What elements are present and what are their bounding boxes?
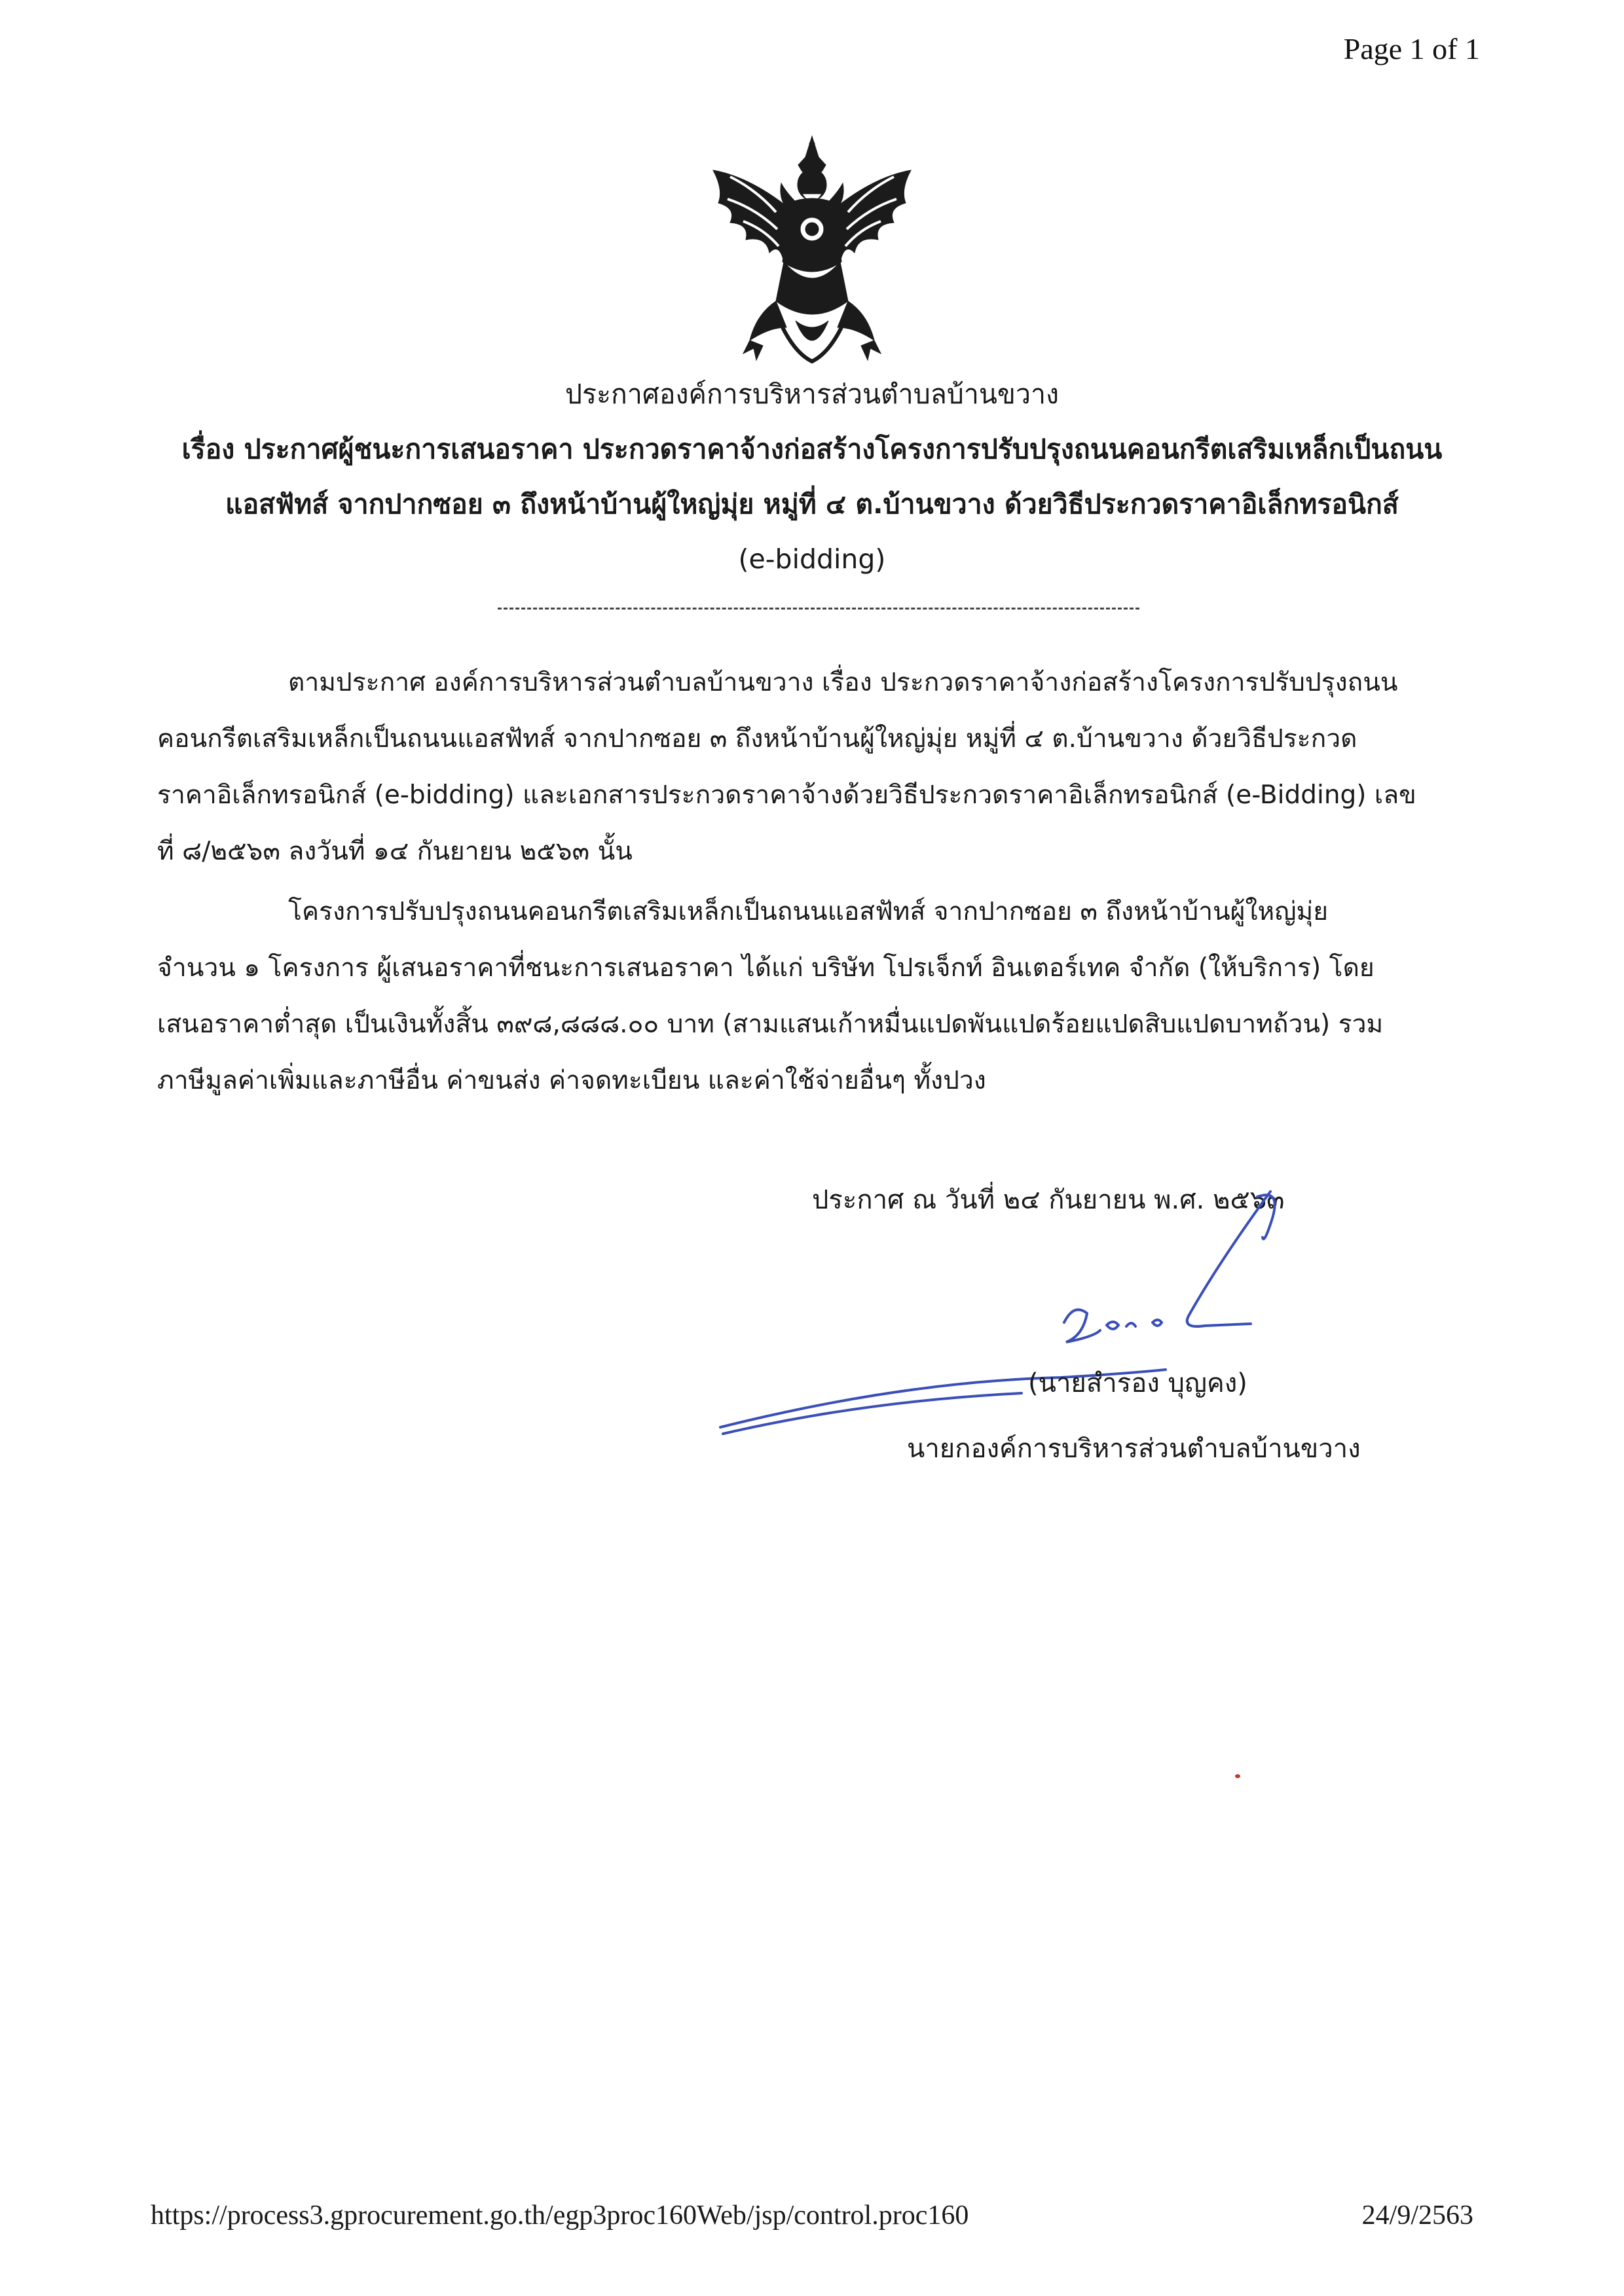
scan-speck bbox=[1235, 1774, 1240, 1778]
footer-url: https://process3.gprocurement.go.th/egp3proc160Web/jsp/control.proc160 bbox=[151, 2200, 969, 2231]
paragraph-1-line: คอนกรีตเสริมเหล็กเป็นถนนแอสฟัทส์ จากปากซอย ๓ ถึงหน้าบ้านผู้ใหญ่มุ่ย หมู่ที่ ๔ ต.บ้านขวาง ด้วยวิธีประกวด bbox=[157, 724, 1357, 754]
paragraph-2-line: เสนอราคาต่ำสุด เป็นเงินทั้งสิ้น ๓๙๘,๘๘๘.๐๐ บาท (สามแสนเก้าหมื่นแปดพันแปดร้อยแปดสิบแปดบาทถ้วน) รวม bbox=[157, 1010, 1384, 1039]
page-counter: Page 1 of 1 bbox=[1343, 32, 1480, 65]
paragraph-1 bbox=[157, 655, 1493, 880]
signer-position: นายกองค์การบริหารส่วนตำบลบ้านขวาง bbox=[907, 1434, 1361, 1464]
garuda-emblem-icon bbox=[704, 131, 920, 367]
paragraph-1-line: ราคาอิเล็กทรอนิกส์ (e-bidding) และเอกสารประกวดราคาจ้างด้วยวิธีประกวดราคาอิเล็กทรอนิกส์ (e-Bidding) เลข bbox=[157, 780, 1416, 810]
subject-line-2: แอสฟัทส์ จากปากซอย ๓ ถึงหน้าบ้านผู้ใหญ่มุ่ย หมู่ที่ ๔ ต.บ้านขวาง ด้วยวิธีประกวดราคาอิเล็กทรอนิกส์ bbox=[225, 488, 1399, 520]
subject-line-1: เรื่อง ประกาศผู้ชนะการเสนอราคา ประกวดราคาจ้างก่อสร้างโครงการปรับปรุงถนนคอนกรีตเสริมเหล็กเป็นถนน bbox=[181, 433, 1443, 465]
organization-heading: ประกาศองค์การบริหารส่วนตำบลบ้านขวาง bbox=[564, 378, 1060, 410]
paragraph-2-line: โครงการปรับปรุงถนนคอนกรีตเสริมเหล็กเป็นถนนแอสฟัทส์ จากปากซอย ๓ ถึงหน้าบ้านผู้ใหญ่มุ่ย bbox=[288, 897, 1329, 926]
signer-name: (นายสำรอง บุญคง) bbox=[1028, 1368, 1247, 1398]
announcement-date: ประกาศ ณ วันที่ ๒๔ กันยายน พ.ศ. ๒๕๖๓ bbox=[812, 1185, 1285, 1215]
heading-separator bbox=[498, 608, 1139, 610]
paragraph-1-line: ตามประกาศ องค์การบริหารส่วนตำบลบ้านขวาง เรื่อง ประกวดราคาจ้างก่อสร้างโครงการปรับปรุงถนน bbox=[288, 668, 1398, 697]
paragraph-1-line: ที่ ๘/๒๕๖๓ ลงวันที่ ๑๔ กันยายน ๒๕๖๓ นั้น bbox=[157, 837, 633, 866]
footer-date: 24/9/2563 bbox=[1361, 2200, 1473, 2231]
paragraph-2 bbox=[157, 884, 1493, 1109]
paragraph-2-line: ภาษีมูลค่าเพิ่มและภาษีอื่น ค่าขนส่ง ค่าจดทะเบียน และค่าใช้จ่ายอื่นๆ ทั้งปวง bbox=[157, 1066, 986, 1095]
title-block bbox=[144, 367, 1480, 587]
subject-line-3: (e-bidding) bbox=[738, 543, 886, 575]
paragraph-2-line: จำนวน ๑ โครงการ ผู้เสนอราคาที่ชนะการเสนอราคา ได้แก่ บริษัท โปรเจ็กท์ อินเตอร์เทค จำกัด (ให้บริการ) โดย bbox=[157, 953, 1375, 983]
